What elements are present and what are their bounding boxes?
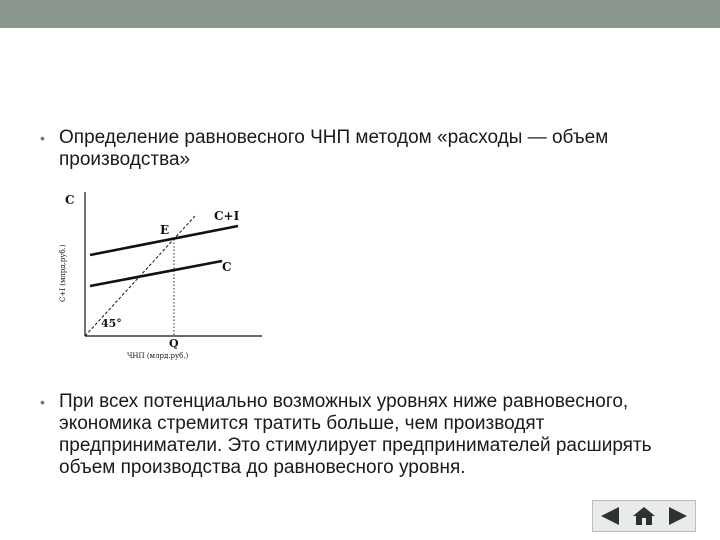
x-axis-label: ЧНП (млрд.руб.) (127, 352, 189, 360)
slide-navigation (592, 500, 696, 532)
bullet-marker: • (40, 130, 45, 146)
q-label: Q (169, 337, 179, 350)
top-bar (0, 0, 720, 28)
bullet-spending-explanation (40, 391, 680, 479)
line-c-plus-i-label: C+I (214, 209, 240, 223)
bullet-marker: • (40, 394, 45, 410)
bullet-text: Определение равновесного ЧНП методом «расходы — объем производства» (59, 127, 609, 170)
triangle-right-icon (666, 505, 690, 527)
y-axis-letter: C (65, 193, 75, 207)
line-c (90, 261, 222, 286)
prev-slide-button[interactable] (595, 503, 625, 529)
home-button[interactable] (629, 503, 659, 529)
angle-label: 45° (101, 317, 122, 330)
point-e-label: E (160, 223, 170, 237)
home-icon (631, 505, 657, 527)
bullet-equilibrium-method (40, 127, 680, 171)
line-c-label: C (222, 260, 232, 274)
bullet-text: При всех потенциально возможных уровнях ниже равновесного, экономика стремится тратить больше, чем производят предприниматели. Это стимулирует предпринимателей расширять объем производства до равновесного уровня. (59, 391, 652, 478)
y-axis-label: C+I (млрд.руб.) (59, 244, 67, 302)
triangle-left-icon (598, 505, 622, 527)
equilibrium-diagram (52, 186, 272, 364)
next-slide-button[interactable] (663, 503, 693, 529)
